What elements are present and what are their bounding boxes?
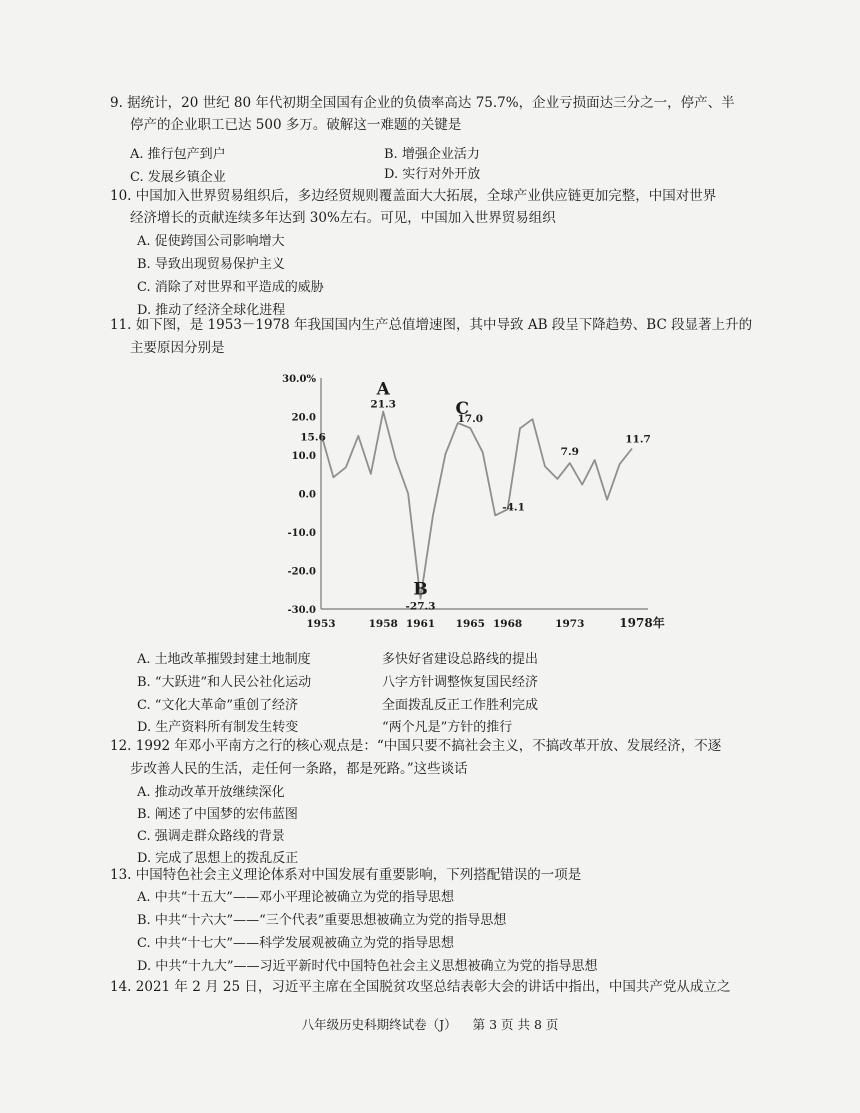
q12-option-c: C. 强调走群众路线的背景 — [137, 829, 285, 844]
x-tick-label: 1953 — [306, 618, 336, 630]
x-tick-label: 1965 — [455, 618, 485, 630]
q9-stem-line1: 9. 据统计，20 世纪 80 年代初期全国国有企业的负债率高达 75.7%，企业亏损面达三分之一，停产、半 — [110, 95, 735, 111]
q9-stem-line2: 停产的企业职工已达 500 多万。破解这一难题的关键是 — [130, 117, 462, 133]
exam-title: 八年级历史科期终试卷（J） — [301, 1017, 457, 1032]
y-tick-label: 30.0% — [282, 374, 316, 385]
data-label: 21.3 — [370, 398, 396, 411]
x-tick-label: 1958 — [368, 618, 398, 630]
q9-option-c: C. 发展乡镇企业 — [130, 170, 226, 185]
q9-option-b: B. 增强企业活力 — [384, 147, 480, 162]
x-tick-label: 1978年 — [619, 616, 665, 630]
gdp-growth-chart — [270, 365, 680, 640]
q11-option-c-right: 全面拨乱反正工作胜利完成 — [382, 698, 539, 713]
q13-option-a: A. 中共“十五大”——邓小平理论被确立为党的指导思想 — [137, 890, 454, 905]
page-number: 第 3 页 共 8 页 — [472, 1017, 559, 1032]
q11-option-b: B. “大跃进”和人民公社化运动 — [137, 675, 312, 690]
point-marker-c: C — [455, 399, 470, 420]
q10-stem-line2: 经济增长的贡献连续多年达到 30%左右。可见，中国加入世界贸易组织 — [130, 210, 556, 226]
q13-stem: 13. 中国特色社会主义理论体系对中国发展有重要影响，下列搭配错误的一项是 — [110, 867, 582, 883]
point-marker-a: A — [376, 379, 390, 400]
q12-stem-line2: 步改善人民的生活，走任何一条路，都是死路。”这些谈话 — [130, 761, 468, 777]
q11-option-c: C. “文化大革命”重创了经济 — [137, 698, 299, 713]
q10-option-b: B. 导致出现贸易保护主义 — [137, 257, 285, 272]
y-tick-label: 20.0 — [291, 412, 316, 424]
page-footer — [0, 1015, 860, 1033]
data-label: 11.7 — [625, 433, 651, 446]
gdp-growth-line — [321, 412, 632, 599]
data-label: -4.1 — [502, 501, 525, 514]
q11-stem-line2: 主要原因分别是 — [130, 340, 225, 356]
data-label: 17.0 — [457, 413, 484, 426]
y-tick-label: -10.0 — [287, 528, 316, 539]
data-label: 7.9 — [560, 446, 579, 459]
q10-option-a: A. 促使跨国公司影响增大 — [137, 234, 285, 249]
q12-option-d: D. 完成了思想上的拨乱反正 — [137, 851, 299, 866]
q10-option-c: C. 消除了对世界和平造成的威胁 — [137, 280, 324, 295]
q12-stem-line1: 12. 1992 年邓小平南方之行的核心观点是：“中国只要不搞社会主义，不搞改革开放、发展经济，不逐 — [110, 738, 722, 754]
y-tick-label: 10.0 — [291, 451, 316, 462]
x-tick-label: 1973 — [555, 618, 585, 630]
q13-option-d: D. 中共“十九大”——习近平新时代中国特色社会主义思想被确立为党的指导思想 — [137, 959, 598, 974]
q9-option-a: A. 推行包产到户 — [130, 147, 226, 162]
y-tick-label: -30.0 — [287, 605, 316, 616]
q10-stem-line1: 10. 中国加入世界贸易组织后，多边经贸规则覆盖面大大拓展，全球产业供应链更加完整，中国对世界 — [110, 188, 717, 204]
q14-stem-line1: 14. 2021 年 2 月 25 日，习近平主席在全国脱贫攻坚总结表彰大会的讲话中指出，中国共产党从成立之 — [110, 979, 731, 995]
q11-option-b-right: 八字方针调整恢复国民经济 — [382, 675, 539, 690]
q10-option-d: D. 推动了经济全球化进程 — [137, 303, 286, 318]
q11-option-a-right: 多快好省建设总路线的提出 — [382, 652, 539, 667]
q11-option-a: A. 土地改革摧毁封建土地制度 — [137, 652, 311, 667]
x-tick-label: 1961 — [405, 618, 436, 630]
q13-option-b: B. 中共“十六大”——“三个代表”重要思想被确立为党的指导思想 — [137, 913, 507, 928]
q13-option-c: C. 中共“十七大”——科学发展观被确立为党的指导思想 — [137, 936, 455, 951]
point-marker-b: B — [413, 579, 428, 600]
y-tick-label: 0.0 — [298, 489, 316, 501]
q12-option-b: B. 阐述了中国梦的宏伟蓝图 — [137, 807, 298, 822]
q9-option-d: D. 实行对外开放 — [384, 167, 481, 182]
q11-stem-line1: 11. 如下图，是 1953－1978 年我国国内生产总值增速图，其中导致 AB 段呈下降趋势、BC 段显著上升的 — [110, 317, 753, 333]
q12-option-a: A. 推动改革开放继续深化 — [137, 785, 285, 800]
x-tick-label: 1968 — [492, 618, 523, 630]
q11-option-d: D. 生产资料所有制发生转变 — [137, 720, 299, 735]
y-tick-label: -20.0 — [287, 566, 316, 578]
data-label: 15.6 — [300, 431, 326, 444]
data-label: -27.3 — [405, 600, 436, 613]
q11-option-d-right: “两个凡是”方针的推行 — [382, 720, 513, 735]
